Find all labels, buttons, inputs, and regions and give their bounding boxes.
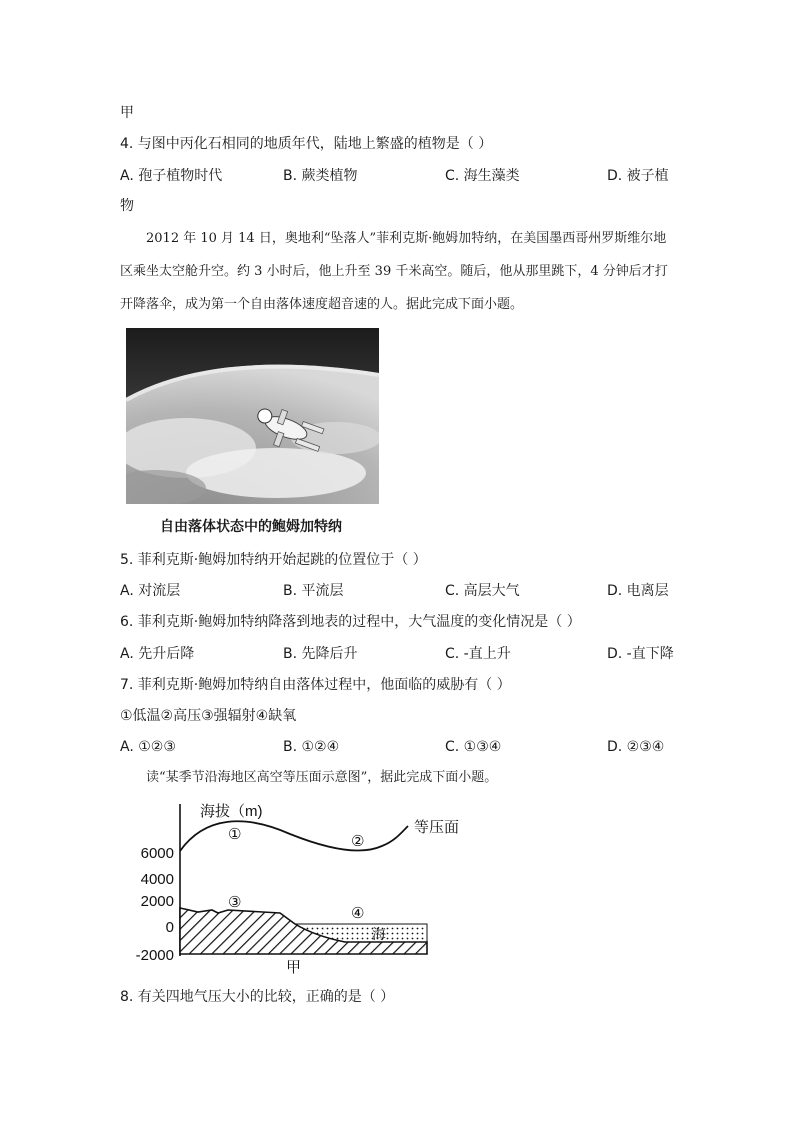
q6-option-d: D. -直下降 <box>607 646 674 662</box>
q5-option-c: C. 高层大气 <box>445 583 520 599</box>
location-label: 甲 <box>286 959 302 976</box>
q5-option-a: A. 对流层 <box>120 583 181 599</box>
isobaric-surface-curve <box>180 821 408 851</box>
q7-items: ①低温②高压③强辐射④缺氧 <box>120 708 297 724</box>
photo-caption: 自由落体状态中的鲍姆加特纳 <box>160 519 342 535</box>
q4-option-d: D. 被子植 <box>607 168 669 184</box>
skydiver-photo <box>126 328 379 504</box>
q4-option-a: A. 孢子植物时代 <box>120 168 223 184</box>
question-7-stem: 7. 菲利克斯·鲍姆加特纳自由落体过程中，他面临的威胁有（ ） <box>120 677 511 693</box>
q6-option-b: B. 先降后升 <box>283 646 358 662</box>
q4-option-c: C. 海生藻类 <box>445 168 520 184</box>
tick-label: 0 <box>165 919 174 936</box>
point-4-label: ④ <box>351 905 365 922</box>
question-6-stem: 6. 菲利克斯·鲍姆加特纳降落到地表的过程中，大气温度的变化情况是（ ） <box>120 614 581 630</box>
point-3-label: ③ <box>228 894 242 911</box>
q5-option-d: D. 电离层 <box>607 583 669 599</box>
tick-label: -2000 <box>135 947 174 964</box>
isobaric-surface-diagram <box>120 796 480 986</box>
q7-option-a: A. ①②③ <box>120 739 176 755</box>
q7-option-c: C. ①③④ <box>445 739 502 755</box>
isobaric-surface-label: 等压面 <box>414 819 460 836</box>
tick-label: 6000 <box>140 845 174 862</box>
diagram-intro: 读“某季节沿海地区高空等压面示意图”，据此完成下面小题。 <box>146 770 498 785</box>
question-4-stem: 4. 与图中丙化石相同的地质年代，陆地上繁盛的植物是（ ） <box>120 136 493 152</box>
q6-option-c: C. -直上升 <box>445 646 511 662</box>
tick-label: 4000 <box>140 871 174 888</box>
point-1-label: ① <box>228 826 242 843</box>
q4-option-d-overflow: 物 <box>120 198 134 214</box>
question-5-stem: 5. 菲利克斯·鲍姆加特纳开始起跳的位置位于（ ） <box>120 552 427 568</box>
reading-passage: 2012 年 10 月 14 日，奥地利“坠落人”菲利克斯·鲍姆加特纳，在美国墨西哥州罗斯维尔地区乘坐太空舱升空。约 3 小时后，他上升至 39 千米高空。随后，他从那里跳下，4 分钟后才打开降落伞，成为第一个自由落体速度超音速的人。据此完成下面小题。 <box>120 231 668 312</box>
q7-option-d: D. ②③④ <box>607 739 665 755</box>
sea-label: 海 <box>372 926 386 942</box>
point-2-label: ② <box>351 833 365 850</box>
y-axis-label: 海拔（m) <box>200 803 263 820</box>
q4-option-b: B. 蕨类植物 <box>283 168 358 184</box>
q6-option-a: A. 先升后降 <box>120 646 195 662</box>
top-label: 甲 <box>120 105 134 121</box>
q5-option-b: B. 平流层 <box>283 583 344 599</box>
question-8-stem: 8. 有关四地气压大小的比较，正确的是（ ） <box>120 989 395 1005</box>
tick-label: 2000 <box>140 893 174 910</box>
q7-option-b: B. ①②④ <box>283 739 340 755</box>
